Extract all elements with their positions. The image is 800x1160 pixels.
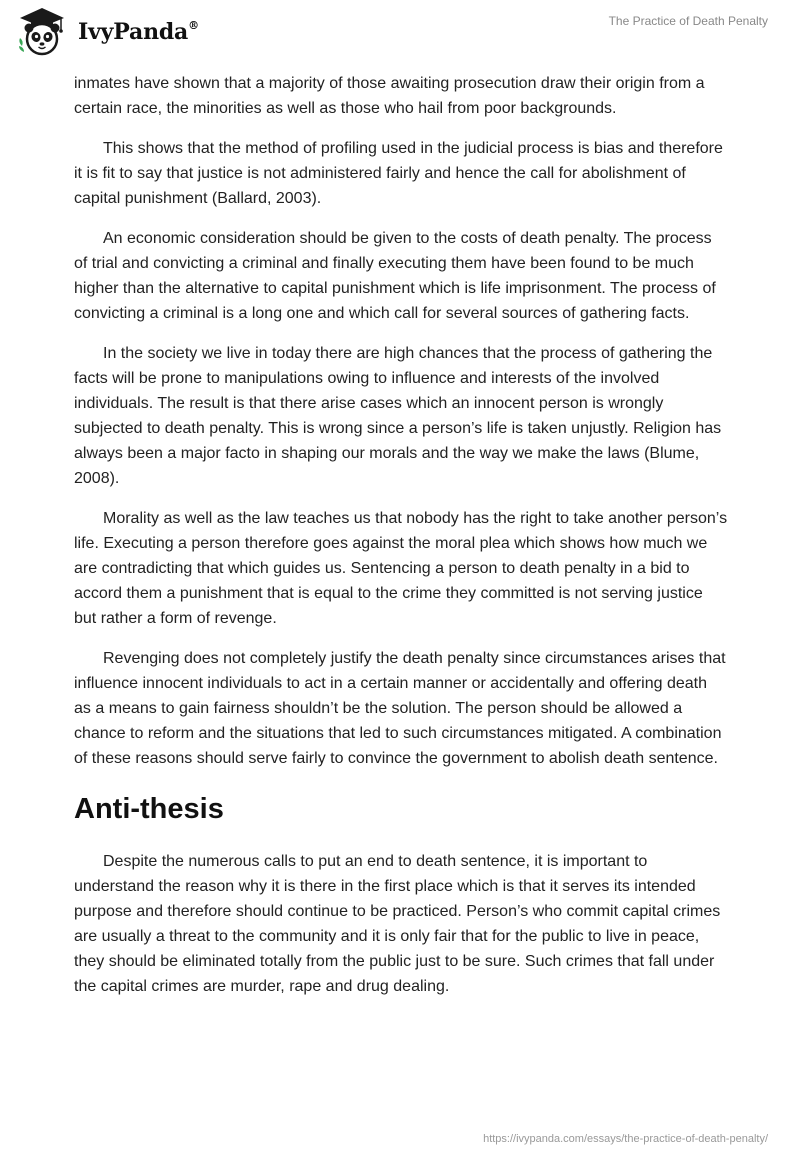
- essay-content: [74, 71, 728, 1014]
- document-title: The Practice of Death Penalty: [608, 14, 768, 28]
- paragraph: Revenging does not completely justify the death penalty since circumstances arises that influence innocent individuals to act in a certain manner or accidentally and offering death as a means to gain fairness shouldn’t be the solution. The person should be allowed a chance to reform and the situations that led to such circumstances mitigated. A combination of these reasons should serve fairly to convince the government to abolish death sentence.: [74, 650, 726, 767]
- panda-logo-icon: [16, 6, 68, 58]
- brand-name: IvyPanda®: [78, 18, 199, 45]
- footer-url[interactable]: https://ivypanda.com/essays/the-practice-of-death-penalty/: [483, 1133, 768, 1145]
- page-header: [0, 0, 800, 70]
- paragraph: In the society we live in today there are high chances that the process of gathering the facts will be prone to manipulations owing to influence and interests of the involved individuals. The result is that there arise cases which an innocent person is wrongly subjected to death penalty. This is wrong since a person’s life is taken unjustly. Religion has always been a major facto in shaping our morals and the way we make the laws (Blume, 2008).: [74, 345, 722, 487]
- paragraph: inmates have shown that a majority of those awaiting prosecution draw their origin from a certain race, the minorities as well as those who hail from poor backgrounds.: [74, 75, 705, 117]
- logo[interactable]: [16, 6, 199, 58]
- paragraph: This shows that the method of profiling used in the judicial process is bias and therefore it is fit to say that justice is not administered fairly and hence the call for abolishment of capital punishment (Ballard, 2003).: [74, 140, 723, 207]
- paragraph: Despite the numerous calls to put an end to death sentence, it is important to understand the reason why it is there in the first place which is that it serves its intended purpose and therefore should continue to be practiced. Person’s who commit capital crimes are usually a threat to the community and it is only fair that for the public to live in peace, they should be eliminated totally from the public just to be sure. Such crimes that fall under the capital crimes are murder, rape and drug dealing.: [74, 853, 721, 995]
- section-heading: Anti-thesis: [74, 793, 224, 825]
- paragraph: An economic consideration should be given to the costs of death penalty. The process of trial and convicting a criminal and finally executing them have been found to be much higher than the alternative to capital punishment which is life imprisonment. The process of convicting a criminal is a long one and which call for several sources of gathering facts.: [74, 230, 716, 322]
- paragraph: Morality as well as the law teaches us that nobody has the right to take another person’s life. Executing a person therefore goes against the moral plea which shows how much we are contradicting that which guides us. Sentencing a person to death penalty in a bid to accord them a punishment that is equal to the crime they committed is not serving justice but rather a form of revenge.: [74, 510, 728, 627]
